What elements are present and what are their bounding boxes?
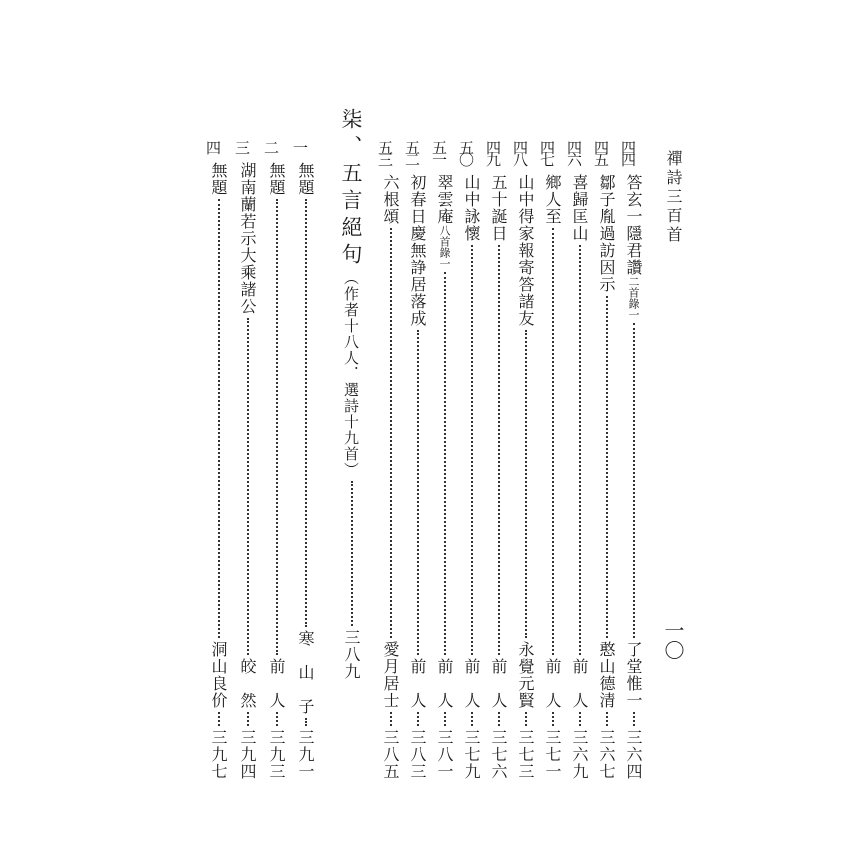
entry-title: 五十誕日 bbox=[489, 174, 508, 242]
toc-entry bbox=[539, 140, 565, 780]
entry-number: 四四 bbox=[619, 140, 637, 164]
entry-page: 三六七 bbox=[597, 729, 616, 780]
entry-page: 三九四 bbox=[238, 729, 257, 780]
entry-author: 憨山德清 bbox=[597, 641, 616, 709]
entry-page: 三九一 bbox=[296, 729, 315, 780]
entry-author: 愛月居士 bbox=[381, 641, 400, 709]
entry-title: 山中詠懷 bbox=[462, 174, 481, 242]
dot-leader bbox=[416, 712, 419, 726]
running-header: 禪詩三百首 bbox=[664, 150, 683, 245]
entry-page: 三九七 bbox=[209, 729, 228, 780]
entry-number: 三 bbox=[233, 140, 251, 152]
entry-number: 四八 bbox=[511, 140, 529, 164]
entry-author: 前 人 bbox=[489, 658, 508, 709]
dot-leader bbox=[524, 712, 527, 726]
dot-leader bbox=[632, 323, 635, 638]
entry-note: 二首錄一 bbox=[627, 276, 640, 320]
dot-leader bbox=[217, 712, 220, 726]
dot-leader bbox=[470, 245, 473, 655]
entry-number: 五二 bbox=[403, 140, 421, 164]
entry-author: 了堂惟一 bbox=[624, 641, 643, 709]
entry-author: 前 人 bbox=[570, 658, 589, 709]
entry-title: 翠雲庵八首錄一 bbox=[435, 174, 454, 269]
dot-leader bbox=[246, 712, 249, 726]
entry-number: 五〇 bbox=[457, 140, 475, 164]
toc-entry bbox=[404, 140, 430, 780]
dot-leader bbox=[275, 199, 278, 655]
entry-page: 三七九 bbox=[462, 729, 481, 780]
page-number: 一〇 bbox=[661, 620, 685, 660]
toc-entry bbox=[512, 140, 538, 780]
dot-leader bbox=[470, 712, 473, 726]
dot-leader bbox=[443, 272, 446, 655]
toc-entry bbox=[458, 140, 484, 780]
entry-author: 前 人 bbox=[462, 658, 481, 709]
dot-leader bbox=[389, 228, 392, 638]
entry-title: 鄉人至 bbox=[543, 174, 562, 225]
toc-entry bbox=[377, 140, 403, 780]
entry-author: 前 人 bbox=[435, 658, 454, 709]
dot-leader bbox=[350, 481, 353, 626]
entry-author: 前 人 bbox=[543, 658, 562, 709]
dot-leader bbox=[416, 330, 419, 655]
dot-leader bbox=[578, 245, 581, 655]
toc-entry bbox=[593, 140, 619, 780]
toc-entry bbox=[263, 140, 289, 780]
entry-number: 四 bbox=[204, 140, 222, 152]
entry-title: 答玄一隱君讚二首錄一 bbox=[624, 174, 643, 320]
dot-leader bbox=[551, 712, 554, 726]
dot-leader bbox=[304, 199, 307, 627]
dot-leader bbox=[443, 712, 446, 726]
toc-entry bbox=[292, 140, 318, 780]
entry-note: 八首錄一 bbox=[438, 225, 451, 269]
toc-entry bbox=[234, 140, 260, 780]
toc-entry bbox=[620, 140, 646, 780]
toc-entry bbox=[205, 140, 231, 780]
entry-number: 四六 bbox=[565, 140, 583, 164]
entry-title: 山中得家報寄答諸友 bbox=[516, 174, 535, 327]
entry-author: 前 人 bbox=[267, 658, 286, 709]
entry-title: 喜歸匡山 bbox=[570, 174, 589, 242]
entry-page: 三六九 bbox=[570, 729, 589, 780]
dot-leader bbox=[578, 712, 581, 726]
entry-page: 三八五 bbox=[381, 729, 400, 780]
entry-number: 五一 bbox=[430, 140, 448, 164]
dot-leader bbox=[389, 712, 392, 726]
dot-leader bbox=[497, 245, 500, 655]
entry-title: 無題 bbox=[296, 162, 315, 196]
entry-author: 前 人 bbox=[408, 658, 427, 709]
section-title: 柒、五言絕句（作者十八人．選詩十九首） bbox=[339, 108, 363, 478]
entry-number: 四九 bbox=[484, 140, 502, 164]
section-page: 三八九 bbox=[342, 629, 361, 680]
dot-leader bbox=[632, 712, 635, 726]
entry-title: 六根頌 bbox=[381, 174, 400, 225]
entry-title: 無題 bbox=[267, 162, 286, 196]
dot-leader bbox=[605, 296, 608, 638]
entry-title: 無題 bbox=[209, 162, 228, 196]
entry-author: 洞山良价 bbox=[209, 641, 228, 709]
entry-page: 三八一 bbox=[435, 729, 454, 780]
dot-leader bbox=[246, 318, 249, 655]
entry-page: 三八三 bbox=[408, 729, 427, 780]
entry-page: 三六四 bbox=[624, 729, 643, 780]
dot-leader bbox=[551, 228, 554, 655]
entry-page: 三九三 bbox=[267, 729, 286, 780]
entry-number: 二 bbox=[262, 140, 280, 152]
entry-author: 永覺元賢 bbox=[516, 641, 535, 709]
section-note: （作者十八人．選詩十九首） bbox=[342, 270, 360, 478]
dot-leader bbox=[304, 718, 307, 726]
dot-leader bbox=[275, 712, 278, 726]
entry-page: 三七三 bbox=[516, 729, 535, 780]
entry-title: 湖南蘭若示大乘諸公 bbox=[238, 162, 257, 315]
entry-page: 三七一 bbox=[543, 729, 562, 780]
entry-number: 五三 bbox=[376, 140, 394, 164]
dot-leader bbox=[605, 712, 608, 726]
entry-author: 皎 然 bbox=[238, 658, 257, 709]
entry-title: 初春日慶無諍居落成 bbox=[408, 174, 427, 327]
dot-leader bbox=[217, 199, 220, 638]
entry-author: 寒 山 子 bbox=[296, 630, 315, 715]
entry-number: 四七 bbox=[538, 140, 556, 164]
entry-page: 三七六 bbox=[489, 729, 508, 780]
entry-title: 鄒子胤過訪因示 bbox=[597, 174, 616, 293]
section-heading bbox=[336, 108, 366, 680]
toc-entry bbox=[431, 140, 457, 780]
dot-leader bbox=[524, 330, 527, 638]
toc-entry bbox=[485, 140, 511, 780]
entry-number: 一 bbox=[291, 140, 309, 152]
toc-entry bbox=[566, 140, 592, 780]
dot-leader bbox=[497, 712, 500, 726]
entry-number: 四五 bbox=[592, 140, 610, 164]
